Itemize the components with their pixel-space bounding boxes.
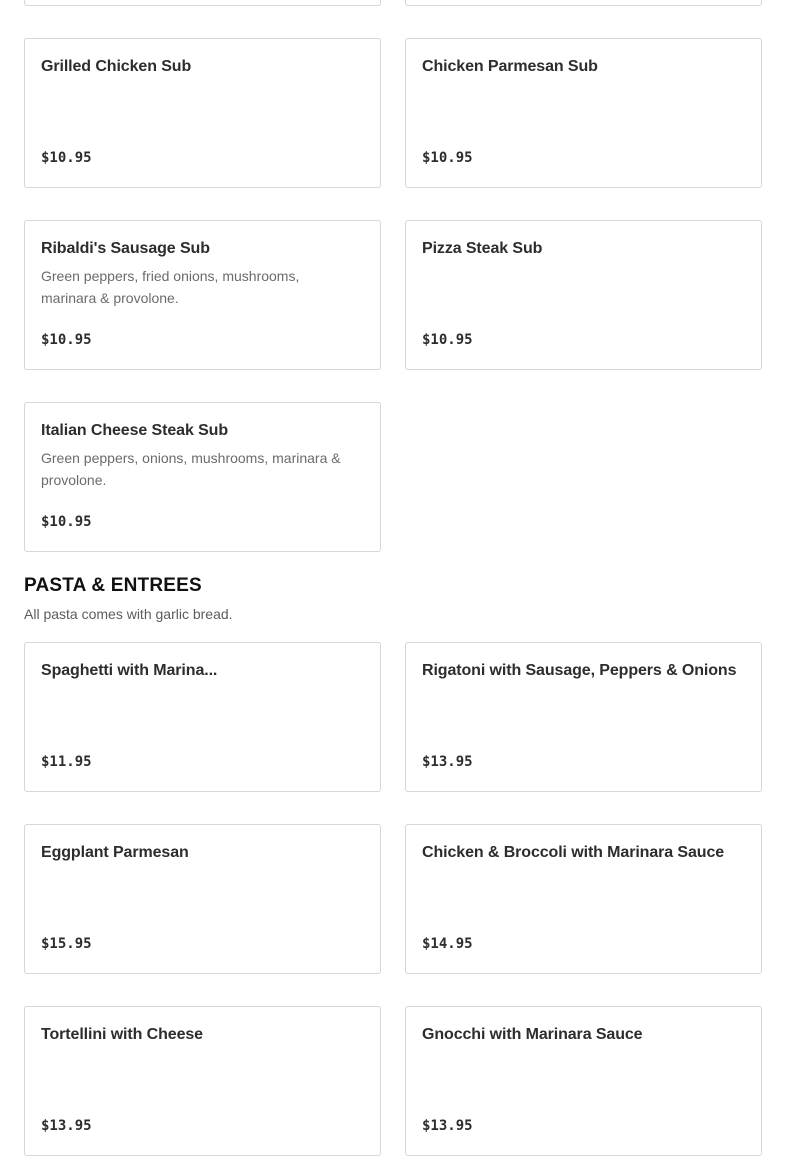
item-name: Eggplant Parmesan [41, 844, 189, 861]
item-price: $10.95 [422, 150, 473, 166]
item-price: $10.95 [422, 332, 473, 348]
item-price: $10.95 [41, 150, 92, 166]
item-description: Green peppers, onions, mushrooms, marinara & provolone. [41, 450, 341, 488]
menu-item-card[interactable] [405, 38, 762, 188]
menu-item-card[interactable] [405, 1006, 762, 1156]
item-name: Spaghetti with Marina... [41, 662, 218, 679]
item-price: $10.95 [41, 514, 92, 530]
item-name: Gnocchi with Marinara Sauce [422, 1026, 643, 1043]
section-subtitle: All pasta comes with garlic bread. [24, 606, 233, 622]
menu-item-card[interactable] [24, 642, 381, 792]
menu-item-card-partial[interactable] [405, 0, 762, 6]
menu-item-card[interactable] [24, 1006, 381, 1156]
item-name: Rigatoni with Sausage, Peppers & Onions [422, 662, 737, 679]
item-price: $10.95 [41, 332, 92, 348]
menu-item-card[interactable] [24, 824, 381, 974]
menu-item-card[interactable] [24, 220, 381, 370]
item-name: Grilled Chicken Sub [41, 58, 192, 75]
menu-item-card[interactable] [24, 402, 381, 552]
item-name: Chicken Parmesan Sub [422, 58, 598, 75]
item-description: Green peppers, fried onions, mushrooms, marinara & provolone. [41, 268, 300, 306]
item-price: $13.95 [422, 1118, 473, 1134]
item-name: Tortellini with Cheese [41, 1026, 203, 1043]
menu-item-card[interactable] [405, 220, 762, 370]
item-price: $15.95 [41, 936, 92, 952]
item-name: Pizza Steak Sub [422, 240, 543, 257]
section-title: PASTA & ENTREES [24, 575, 202, 596]
item-name: Ribaldi's Sausage Sub [41, 240, 210, 257]
menu-item-card-partial[interactable] [24, 0, 381, 6]
item-price: $14.95 [422, 936, 473, 952]
menu-item-card[interactable] [405, 824, 762, 974]
item-name: Italian Cheese Steak Sub [41, 422, 229, 439]
item-price: $13.95 [422, 754, 473, 770]
menu-item-card[interactable] [24, 38, 381, 188]
item-price: $13.95 [41, 1118, 92, 1134]
item-name: Chicken & Broccoli with Marinara Sauce [422, 844, 725, 861]
item-price: $11.95 [41, 754, 92, 770]
menu-item-card[interactable] [405, 642, 762, 792]
